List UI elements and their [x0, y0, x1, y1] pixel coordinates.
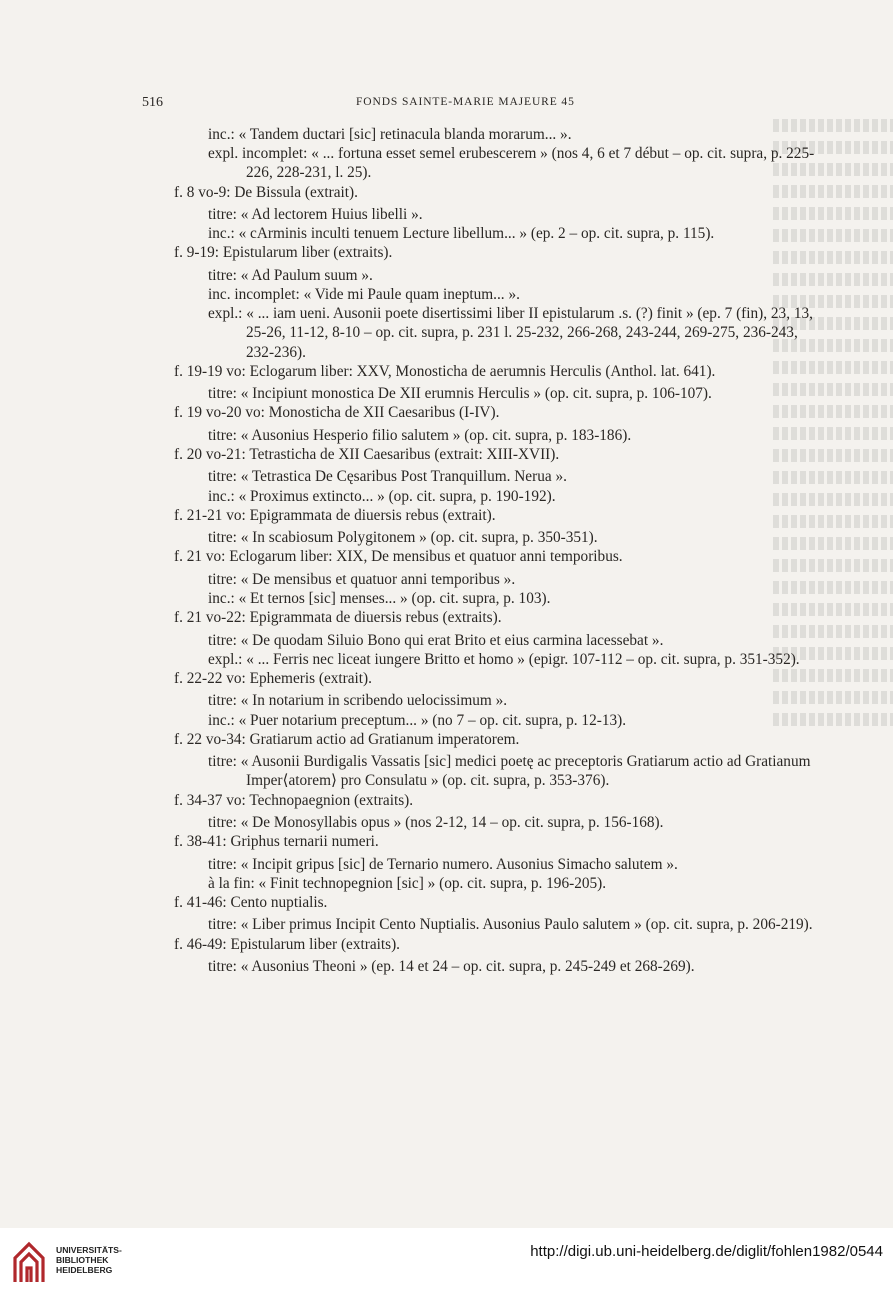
entry-detail-line: titre: « Ausonius Theoni » (ep. 14 et 24 – op. cit. supra, p. 245-249 et 268-269). [208, 957, 695, 975]
page-number: 516 [142, 95, 163, 110]
entry-detail-line: titre: « Incipiunt monostica De XII erumnis Herculis » (op. cit. supra, p. 106-107). [208, 385, 712, 403]
running-title: FONDS SAINTE-MARIE MAJEURE 45 [356, 96, 575, 108]
entry-detail-line: titre: « Tetrastica De Cęsaribus Post Tranquillum. Nerua ». [208, 468, 567, 486]
entry-detail-line: inc.: « Puer notarium preceptum... » (no 7 – op. cit. supra, p. 12-13). [208, 711, 627, 729]
page-header [0, 95, 893, 115]
entry-detail-line: inc. incomplet: « Vide mi Paule quam ineptum... ». [208, 286, 520, 303]
entry-detail-line: titre: « Ausonius Hesperio filio salutem » (op. cit. supra, p. 183-186). [208, 426, 632, 444]
library-line-2: BIBLIOTHEK [56, 1255, 109, 1265]
folio-entry-heading: f. 19 vo-20 vo: Monosticha de XII Caesaribus (I-IV). [174, 404, 500, 422]
folio-entry-heading: f. 41-46: Cento nuptialis. [174, 893, 328, 911]
entry-detail-line: inc.: « Et ternos [sic] menses... » (op. cit. supra, p. 103). [208, 589, 551, 607]
folio-entry-heading: f. 22 vo-34: Gratiarum actio ad Gratianum imperatorem. [174, 730, 520, 748]
folio-entry-heading: f. 21 vo: Eclogarum liber: XIX, De mensibus et quatuor anni temporibus. [174, 548, 623, 566]
entry-detail-line: titre: « Ausonii Burdigalis Vassatis [sic] medici poetę ac preceptoris Gratiarum actio ad Gratianum Imper⟨atorem⟩ pro Consulatu » (op. cit. supra, p. 353-376). [208, 753, 811, 790]
entry-detail-line: titre: « Incipit gripus [sic] de Ternario numero. Ausonius Simacho salutem ». [208, 855, 678, 873]
folio-entry-heading: f. 19-19 vo: Eclogarum liber: XXV, Monosticha de aerumnis Herculis (Anthol. lat. 641). [174, 362, 716, 380]
entry-detail-line: titre: « Liber primus Incipit Cento Nuptialis. Ausonius Paulo salutem » (op. cit. supra, p. 206-219). [208, 916, 813, 934]
catalog-body [174, 125, 822, 976]
folio-entry-heading: f. 20 vo-21: Tetrasticha de XII Caesaribus (extrait: XIII-XVII). [174, 446, 560, 463]
entry-detail-line: inc.: « Proximus extincto... » (op. cit. supra, p. 190-192). [208, 487, 556, 505]
footer-bar [0, 1228, 893, 1293]
entry-detail-line: titre: « In scabiosum Polygitonem » (op. cit. supra, p. 350-351). [208, 529, 598, 547]
entry-detail-line: expl. incomplet: « ... fortuna esset semel erubescerem » (nos 4, 6 et 7 début – op. cit. supra, p. 225-226, 228-231, l. 25). [208, 145, 815, 182]
folio-entry-heading: f. 8 vo-9: De Bissula (extrait). [174, 183, 358, 201]
entry-detail-line: expl.: « ... Ferris nec liceat iungere Britto et homo » (epigr. 107-112 – op. cit. supra, p. 351-352). [208, 650, 800, 668]
library-logo-icon [11, 1236, 47, 1286]
folio-entry-heading: f. 38-41: Griphus ternarii numeri. [174, 833, 379, 851]
folio-entry-heading: f. 22-22 vo: Ephemeris (extrait). [174, 669, 372, 687]
library-line-1: UNIVERSITÄTS- [56, 1245, 122, 1255]
entry-detail-line: titre: « De mensibus et quatuor anni temporibus ». [208, 570, 516, 588]
entry-detail-line: titre: « Ad lectorem Huius libelli ». [208, 206, 423, 223]
folio-entry-heading: f. 46-49: Epistularum liber (extraits). [174, 935, 400, 953]
entry-detail-line: à la fin: « Finit technopegnion [sic] » (op. cit. supra, p. 196-205). [208, 874, 607, 892]
entry-detail-line: titre: « De Monosyllabis opus » (nos 2-12, 14 – op. cit. supra, p. 156-168). [208, 813, 664, 831]
entry-detail-line: inc.: « Tandem ductari [sic] retinacula blanda morarum... ». [208, 126, 572, 143]
entry-detail-line: expl.: « ... iam ueni. Ausonii poete disertissimi liber II epistularum .s. (?) finit » (ep. 7 (fin), 23, 13, 25-26, 11-12, 8-10 – op. cit. supra, p. 231 l. 25-232, 266-268, 243-244, 269-275, 236-243, 232-236). [208, 305, 813, 361]
folio-entry-heading: f. 9-19: Epistularum liber (extraits). [174, 244, 393, 262]
source-url-link[interactable]: http://digi.ub.uni-heidelberg.de/diglit/fohlen1982/0544 [530, 1243, 883, 1260]
library-name [56, 1245, 122, 1275]
entry-detail-line: titre: « In notarium in scribendo uelocissimum ». [208, 692, 508, 710]
entry-detail-line: titre: « De quodam Siluio Bono qui erat Brito et eius carmina lacessebat ». [208, 631, 664, 649]
folio-entry-heading: f. 21 vo-22: Epigrammata de diuersis rebus (extraits). [174, 609, 502, 627]
folio-entry-heading: f. 21-21 vo: Epigrammata de diuersis rebus (extrait). [174, 506, 496, 524]
entry-detail-line: inc.: « cArminis inculti tenuem Lecture libellum... » (ep. 2 – op. cit. supra, p. 115). [208, 225, 715, 243]
library-line-3: HEIDELBERG [56, 1265, 113, 1275]
entry-detail-line: titre: « Ad Paulum suum ». [208, 266, 373, 284]
folio-entry-heading: f. 34-37 vo: Technopaegnion (extraits). [174, 791, 414, 809]
